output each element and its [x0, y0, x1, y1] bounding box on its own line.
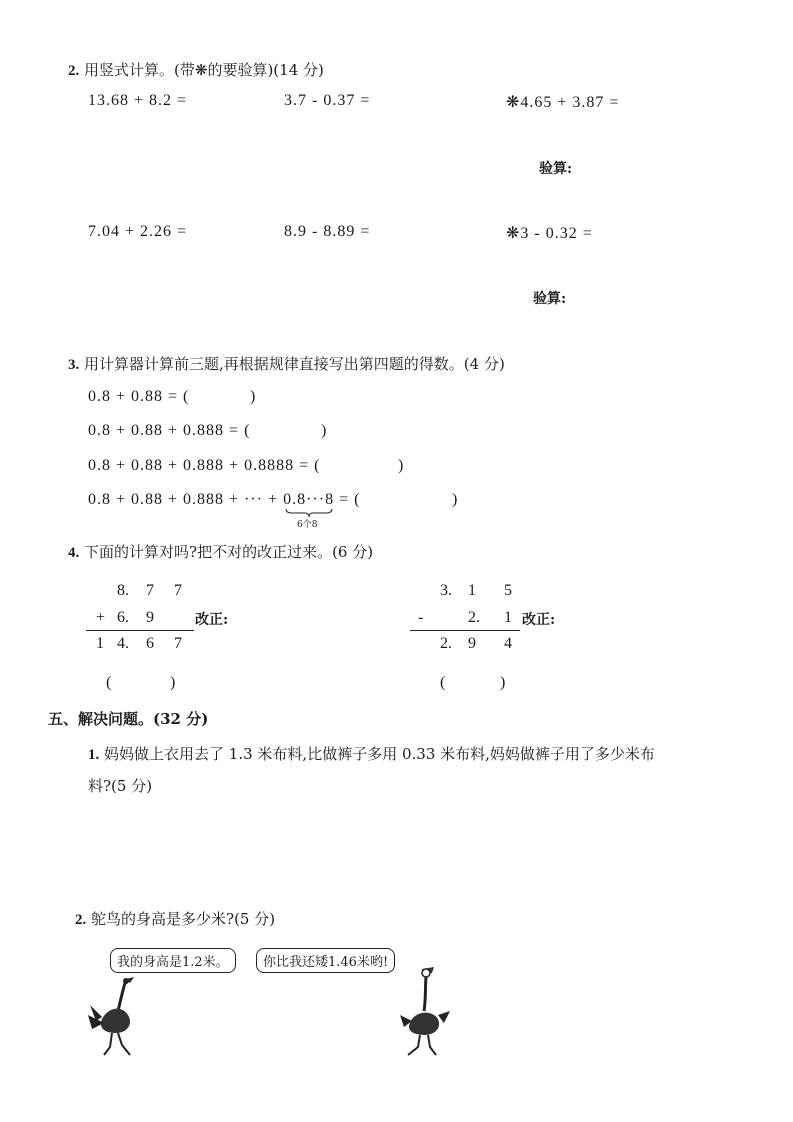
q2-expr-3: ❋4.65 + 3.87 =	[506, 94, 620, 111]
digit: 7	[174, 582, 182, 599]
calc-line	[86, 630, 194, 631]
q2-text: 用竖式计算。(带❋的要验算)(14 分)	[84, 61, 324, 79]
digit: 2.	[440, 635, 452, 652]
q3-line-4: 0.8 + 0.88 + 0.888 + ··· + 0.8···8 = (	[88, 491, 361, 508]
digit: 4	[504, 635, 512, 652]
q3-title: 3. 用计算器计算前三题,再根据规律直接写出第四题的得数。(4 分)	[68, 355, 505, 373]
digit: 1	[96, 635, 104, 652]
operator-plus: +	[96, 609, 106, 626]
q2-expr-5: 8.9 - 8.89 =	[284, 223, 371, 240]
q3-answer-close-1: )	[250, 388, 256, 405]
digit: 5	[504, 582, 512, 599]
ostrich-left-illustration	[82, 975, 152, 1060]
digit: 9	[146, 609, 154, 626]
digit: 6	[146, 635, 154, 652]
q2-expr-1: 13.68 + 8.2 =	[88, 92, 188, 109]
q4-correct-label-right: 改正:	[522, 612, 556, 628]
q3-line-3: 0.8 + 0.88 + 0.888 + 0.8888 = (	[88, 457, 321, 474]
speech-bubble-left: 我的身高是1.2米。	[110, 948, 236, 973]
q4-judge-open-left: (	[106, 674, 112, 691]
q2-verify-label-2: 验算:	[533, 291, 567, 307]
q4-correct-label-left: 改正:	[195, 612, 229, 628]
ostrich-right-illustration	[396, 965, 456, 1060]
q4-judge-open-right: (	[440, 674, 446, 691]
s5-p2-text: 鸵鸟的身高是多少米?(5 分)	[91, 910, 276, 928]
q2-expr-6: ❋3 - 0.32 =	[506, 225, 593, 242]
digit: 1	[504, 609, 512, 626]
digit: 3.	[440, 582, 452, 599]
q2-verify-label-1: 验算:	[539, 161, 573, 177]
q4-text: 下面的计算对吗?把不对的改正过来。(6 分)	[84, 543, 374, 561]
digit: 2.	[468, 609, 480, 626]
s5-p1-line1: 1. 妈妈做上衣用去了 1.3 米布料,比做裤子多用 0.33 米布料,妈妈做裤子用了多少米布	[88, 745, 655, 763]
digit: 9	[468, 635, 476, 652]
digit: 6.	[117, 609, 129, 626]
q3-number: 3	[68, 357, 76, 373]
q3-line-1: 0.8 + 0.88 = (	[88, 388, 190, 405]
q2-title: 2. 用竖式计算。(带❋的要验算)(14 分)	[68, 61, 324, 79]
q4-title: 4. 下面的计算对吗?把不对的改正过来。(6 分)	[68, 543, 374, 561]
q3-answer-close-3: )	[398, 457, 404, 474]
q2-expr-4: 7.04 + 2.26 =	[88, 223, 188, 240]
section5-title: 五、解决问题。(32 分)	[48, 710, 209, 728]
q4-judge-close-left: )	[170, 674, 176, 691]
speech-bubble-right: 你比我还矮1.46米哟!	[256, 948, 395, 973]
q3-answer-close-4: )	[452, 491, 458, 508]
q4-number: 4	[68, 545, 76, 561]
q2-expr-2: 3.7 - 0.37 =	[284, 92, 371, 109]
s5-p2: 2. 鸵鸟的身高是多少米?(5 分)	[75, 910, 276, 928]
q4-judge-close-right: )	[500, 674, 506, 691]
s5-p1-line2: 料?(5 分)	[88, 777, 153, 795]
digit: 8.	[117, 582, 129, 599]
digit: 7	[146, 582, 154, 599]
calc-line	[410, 630, 520, 631]
digit: 1	[468, 582, 476, 599]
digit: 7	[174, 635, 182, 652]
s5-p1-text: 妈妈做上衣用去了 1.3 米布料,比做裤子多用 0.33 米布料,妈妈做裤子用了多少米布	[104, 745, 655, 763]
operator-minus: -	[418, 609, 424, 626]
underbrace-label: 6个8	[297, 520, 318, 530]
s5-p1-number: 1	[88, 747, 96, 763]
digit: 4.	[117, 635, 129, 652]
q2-number: 2	[68, 63, 76, 79]
q3-text: 用计算器计算前三题,再根据规律直接写出第四题的得数。(4 分)	[84, 355, 505, 373]
s5-p2-number: 2	[75, 912, 83, 928]
q3-answer-close-2: )	[321, 422, 327, 439]
q3-line-2: 0.8 + 0.88 + 0.888 = (	[88, 422, 251, 439]
